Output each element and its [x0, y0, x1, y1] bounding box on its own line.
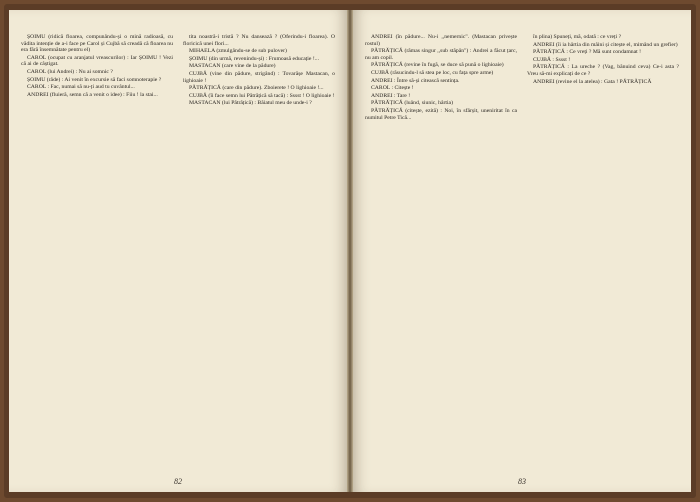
paragraph: CUJBĂ : Sssst !: [533, 56, 571, 63]
paragraph: CAROL : Citește !: [371, 85, 414, 92]
paragraph: ȘOIMU (râde) : Ai venit în excursie să faci somnoterapie ?: [27, 76, 162, 83]
paragraph: CAROL (lui Andrei) : Nu ai somnic ?: [27, 68, 113, 75]
left-col-1: [21, 34, 173, 470]
paragraph: PĂTRĂȚICĂ : Ce vreți ? Mă sunt condamnat !: [533, 49, 642, 56]
page-number-right: 83: [518, 477, 526, 486]
paragraph: CUJBĂ (răsucindu-l să stea pe loc, cu fața spre arme): [371, 69, 494, 76]
paragraph: MIHAELA (zmulgându-se de sub pulover): [189, 48, 287, 55]
paragraph: ANDREI : Între să-și citească sentința.: [371, 77, 460, 84]
paragraph: CUJBĂ (vine din pădure, strigând) : Tovarășe Mastacan, o lighioaie !: [183, 70, 335, 84]
book-spread: [4, 4, 696, 498]
left-col-2: [183, 34, 335, 470]
paragraph: în plina) Spuneți, mă, odată : ce vreți ?: [533, 34, 622, 40]
paragraph: ȘOIMU (ridică floarea, compunându-și o mină radioasă, cu vădita intenție de a-i face pe Carol și Cujbă să creadă că floarea nu era fără însemnătate pentru el): [21, 34, 173, 54]
paragraph: PĂTRĂȚICĂ (citește, ezită) : Noi, în sfârșit, uneniritat în ca numitul Petre Tică...: [365, 107, 517, 121]
paragraph: CAROL (ocupat cu aranjatul vreascurilor) : Iar ȘOIMU ! Vezi că ai de câștigat.: [21, 54, 173, 68]
paragraph: ANDREI (revine el la atelea) : Gata ! PĂTRĂȚICĂ: [533, 78, 652, 85]
paragraph: ȘOIMU (din urmă, revenindu-și) : Frumoasă educație !...: [189, 55, 319, 62]
paragraph: PĂTRĂȚICĂ (revine în fugă, se duce să pună o lighioaie): [371, 62, 504, 69]
paragraph: ANDREI (în pădure... Nu-i ,,nemernic". (Mastacan privește rostul): [365, 34, 517, 47]
paragraph: PĂTRĂȚICĂ (rămas singur ,,sub stăpân") : Andrei a făcut țarc, nu am copil.: [365, 48, 517, 61]
paragraph: PĂTRĂȚICĂ (luând, siunic, hârtia): [371, 100, 453, 107]
paragraph: CAROL : Fac, numai să nu-ți aud tu cuvântul...: [27, 84, 135, 91]
paragraph: MASTACAN (lui Pătrățică) : Băiatul meu de unde-i ?: [189, 100, 312, 107]
page-number-left: 82: [174, 477, 182, 486]
paragraph: ANDREI (fluieră, semn că a venit o idee) : Fiiu ! la stai...: [27, 91, 158, 98]
right-page: [353, 10, 691, 492]
right-col-1: [365, 34, 517, 470]
paragraph: PĂTRĂȚICĂ (care din pădure). Zboierete ! O lighioaie !...: [189, 85, 324, 92]
left-page: [9, 10, 347, 492]
paragraph: PĂTRĂȚICĂ : La ureche ? (Vag, bănuind ceva) Ce-i asta ? Vreu să-mi explicați de ce ?: [527, 64, 679, 77]
right-col-2: [527, 34, 679, 470]
paragraph: ANDREI : Tare !: [371, 92, 411, 99]
paragraph: ANDREI (îi ia hârtia din mâini și citește el, mimând un grefier): [533, 41, 678, 48]
paragraph: CUJBĂ (îi face semn lui Pătrățică să tacă) : Sssst ! O lighioaie !: [189, 92, 335, 99]
paragraph: tita noastră-i tristă ? Nu dansează ? (Oferindu-i floarea). O floricică unei flori...: [183, 34, 335, 47]
paragraph: MASTACAN (care vine de la pădure): [189, 63, 276, 70]
